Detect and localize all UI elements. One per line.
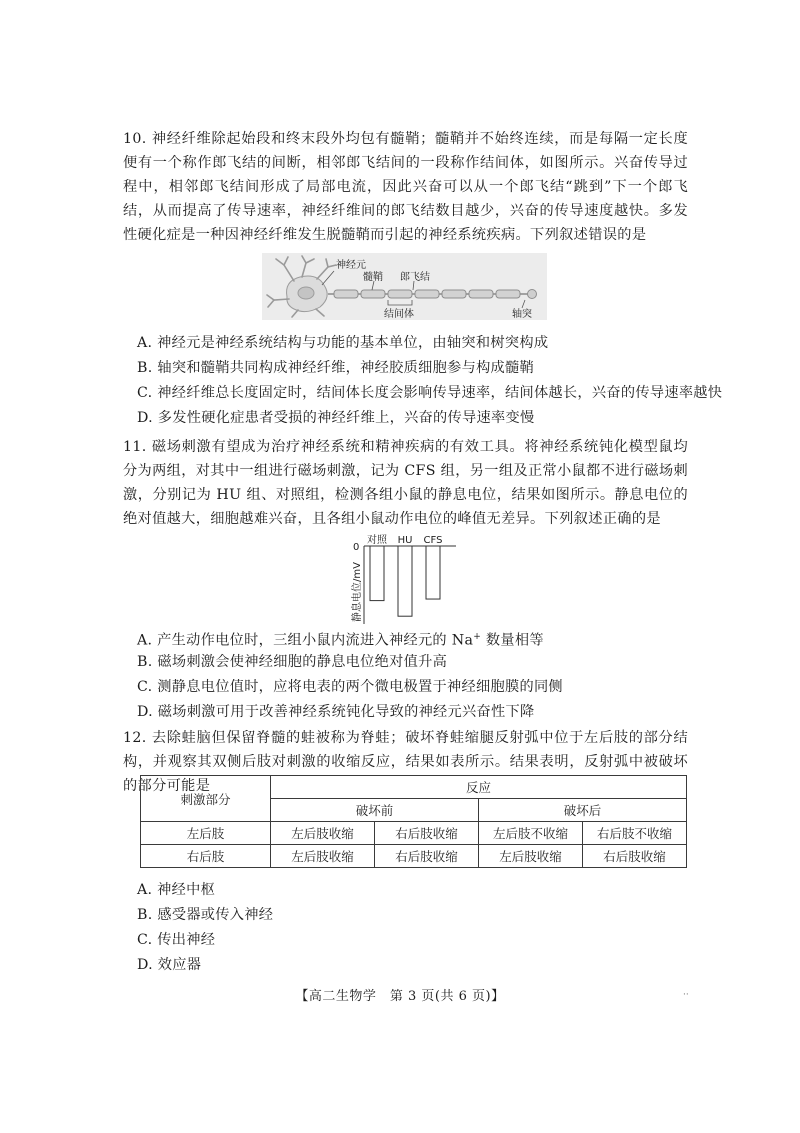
q12-option-c: C. 传出神经 (137, 932, 216, 948)
header-before: 破坏前 (271, 799, 479, 822)
bar-0 (370, 546, 384, 601)
header-stim: 刺激部分 (141, 776, 271, 822)
neuron-figure (262, 253, 547, 320)
label-node: 郎飞结 (400, 272, 430, 283)
results-table (140, 775, 687, 868)
q11-option-d: D. 磁场刺激可用于改善神经系统钝化导致的神经元兴奋性下降 (137, 704, 535, 720)
q10-stem: 10. 神经纤维除起始段和终末段外均包有髓鞘；髓鞘并不始终连续，而是每隔一定长度便有一个称作郎飞结的间断，相邻郎飞结间的一段称作结间体，如图所示。兴奋传导过程中，相邻郎飞结间形成了局部电流，因此兴奋可以从一个郎飞结“跳到”下一个郎飞结，从而提高了传导速率，神经纤维间的郎飞结数目越少，兴奋的传导速度越快。多发性硬化症是一种因神经纤维发生脱髓鞘而引起的神经系统疾病。下列叙述错误的是 (123, 131, 688, 243)
table-cell: 左后肢收缩 (271, 845, 375, 868)
q11-stem: 11. 磁场刺激有望成为治疗神经系统和精神疾病的有效工具。将神经系统钝化模型鼠均分为两组，对其中一组进行磁场刺激，记为 CFS 组，另一组及正常小鼠都不进行磁场刺激，分别记为 HU 组、对照组，检测各组小鼠的静息电位，结果如图所示。静息电位的绝对值越大，细胞越难兴奋，且各组小鼠动作电位的峰值无差异。下列叙述正确的是 (123, 439, 688, 527)
q11-option-c: C. 测静息电位值时，应将电表的两个微电极置于神经细胞膜的同侧 (137, 679, 563, 695)
table-cell: 左后肢不收缩 (479, 822, 583, 845)
table-header-row (141, 776, 687, 799)
q12-option-a: A. 神经中枢 (137, 882, 216, 898)
q11-option-a-text: A. 产生动作电位时，三组小鼠内流进入神经元的 Na (137, 632, 474, 649)
label-internode: 结间体 (384, 309, 414, 320)
q10-option-b: B. 轴突和髓鞘共同构成神经纤维，神经胶质细胞参与构成髓鞘 (137, 360, 535, 376)
category-label-2: CFS (423, 535, 443, 546)
category-label-1: HU (397, 535, 413, 546)
chart-y-axis-label: 静息电位/mV (352, 562, 363, 622)
table-cell: 右后肢不收缩 (583, 822, 687, 845)
bar-2 (426, 546, 440, 599)
q10-option-c: C. 神经纤维总长度固定时，结间体长度会影响传导速率，结间体越长，兴奋的传导速率越快 (137, 385, 723, 401)
corner-mark: ·· (683, 990, 689, 1000)
table-cell: 右后肢收缩 (375, 822, 479, 845)
row-stim: 右后肢 (141, 845, 271, 868)
label-neuron: 神经元 (336, 260, 366, 271)
page-footer: 【高二生物学 第 3 页(共 6 页)】 (295, 989, 505, 1004)
table-cell: 右后肢收缩 (375, 845, 479, 868)
neuron-cell-body (287, 276, 328, 312)
row-stim: 左后肢 (141, 822, 271, 845)
chart-y-zero-label: 0 (353, 542, 360, 553)
q11-option-b: B. 磁场刺激会使神经细胞的静息电位绝对值升高 (137, 654, 448, 670)
header-after: 破坏后 (479, 799, 687, 822)
q11-option-a (137, 625, 697, 653)
table-row (141, 845, 687, 868)
category-label-0: 对照 (367, 535, 387, 546)
q11-option-a-sup: + (473, 632, 482, 642)
table-cell: 左后肢收缩 (479, 845, 583, 868)
header-response: 反应 (271, 776, 687, 799)
label-axon: 轴突 (512, 309, 532, 320)
q12-option-d: D. 效应器 (137, 957, 202, 973)
axon-terminal (528, 290, 537, 299)
label-myelin: 髓鞘 (363, 272, 383, 283)
table-row (141, 822, 687, 845)
resting-potential-chart (338, 534, 466, 626)
q12-option-b: B. 感受器或传入神经 (137, 907, 274, 923)
myelin-sheath (334, 290, 520, 298)
q11-option-a-tail: 数量相等 (481, 632, 544, 649)
bar-1 (398, 546, 412, 616)
q12-stem: 12. 去除蛙脑但保留脊髓的蛙被称为脊蛙；破坏脊蛙缩腿反射弧中位于左后肢的部分结构，并观察其双侧后肢对刺激的收缩反应，结果如表所示。结果表明，反射弧中被破坏的部分可能是 (123, 730, 688, 794)
q10-option-d: D. 多发性硬化症患者受损的神经纤维上，兴奋的传导速率变慢 (137, 410, 535, 426)
q10-option-a: A. 神经元是神经系统结构与功能的基本单位，由轴突和树突构成 (137, 335, 549, 351)
table-cell: 右后肢收缩 (583, 845, 687, 868)
table-cell: 左后肢收缩 (271, 822, 375, 845)
